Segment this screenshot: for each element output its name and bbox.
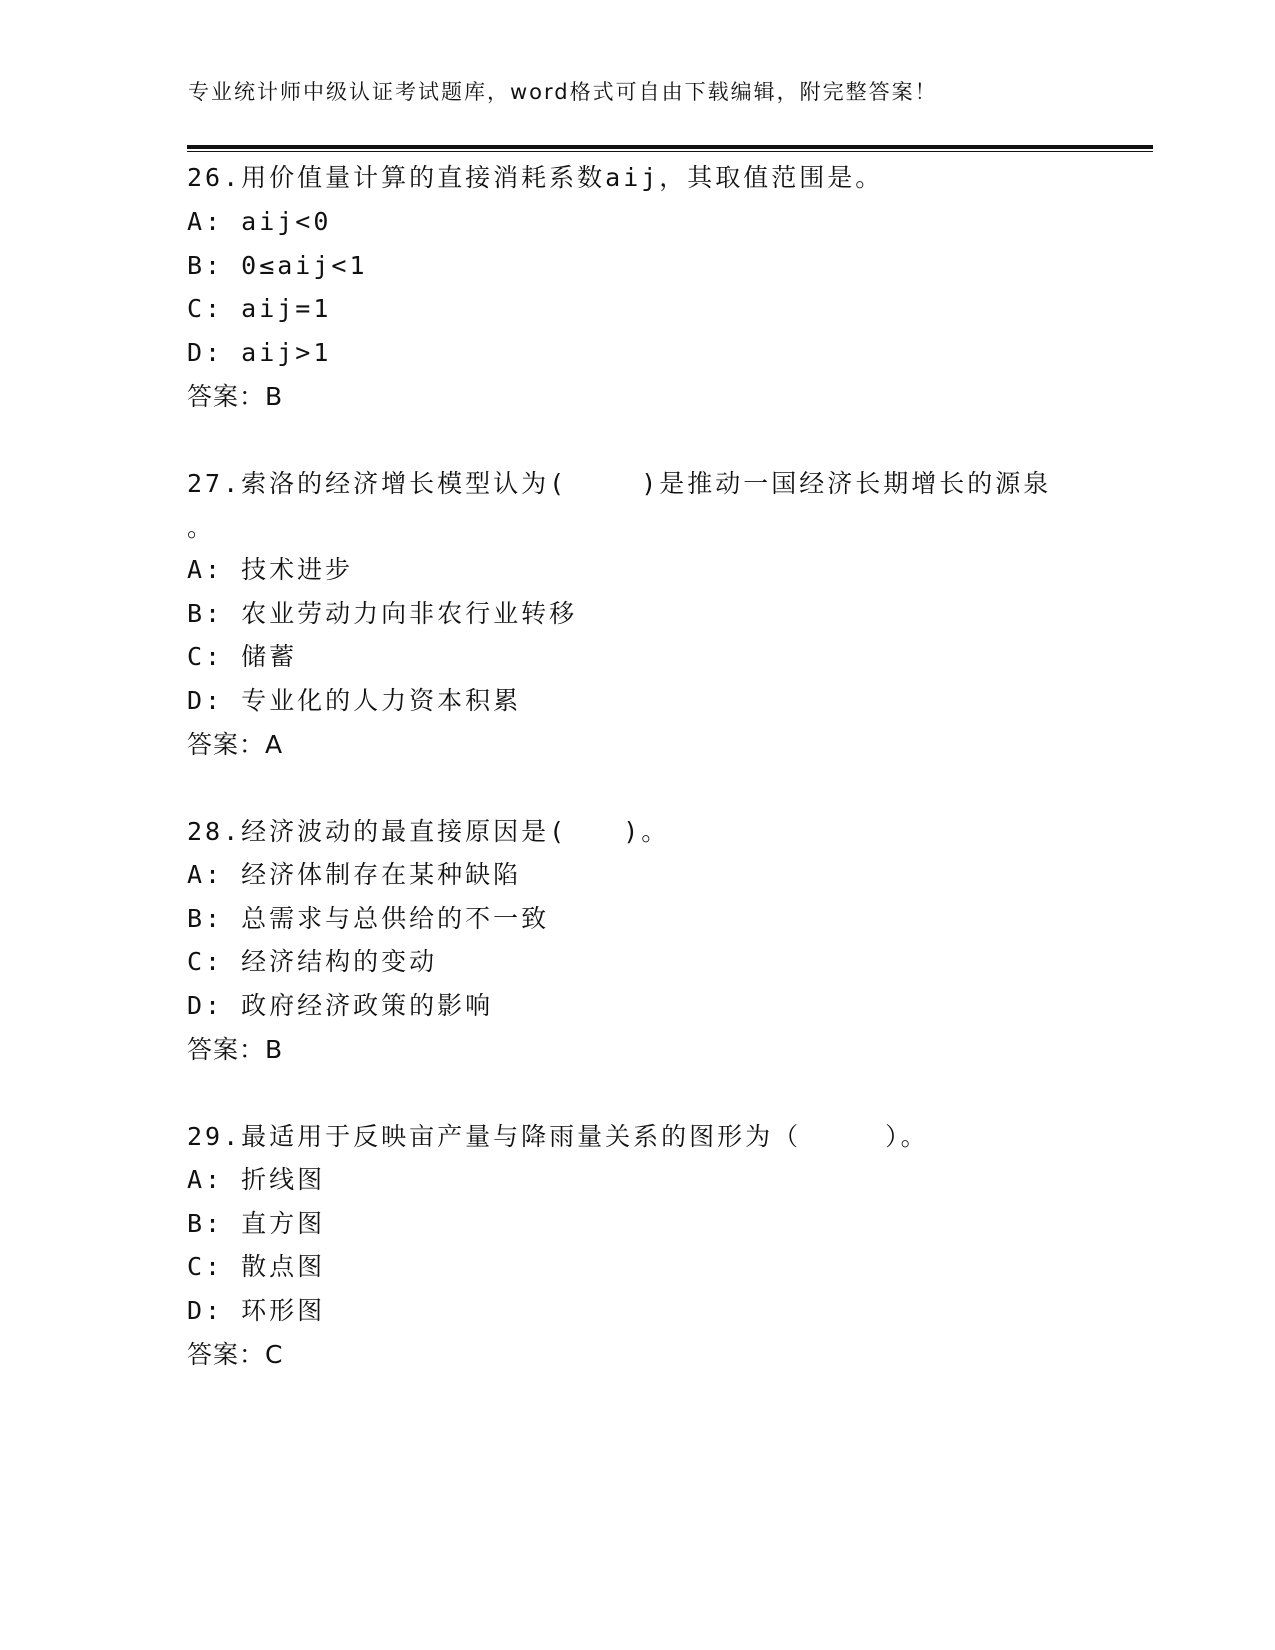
question-27-option-c: C: 储蓄 <box>187 642 298 671</box>
question-26-option-c: C: aij=1 <box>187 294 332 323</box>
question-29-option-a: A: 折线图 <box>187 1165 326 1194</box>
question-27-stem: 27.索洛的经济增长模型认为( )是推动一国经济长期增长的源泉 <box>187 469 1052 498</box>
question-26-option-a: A: aij<0 <box>187 207 332 236</box>
question-28-option-d: D: 政府经济政策的影响 <box>187 991 494 1020</box>
header-rule-thick <box>187 145 1153 149</box>
question-29-option-b: B: 直方图 <box>187 1209 326 1238</box>
question-27-option-d: D: 专业化的人力资本积累 <box>187 686 522 715</box>
question-27-answer: 答案：A <box>187 730 284 759</box>
question-29-option-c: C: 散点图 <box>187 1252 326 1281</box>
question-27-option-b: B: 农业劳动力向非农行业转移 <box>187 599 578 628</box>
question-29-stem: 29.最适用于反映亩产量与降雨量关系的图形为（ ）。 <box>187 1122 929 1151</box>
question-28-option-b: B: 总需求与总供给的不一致 <box>187 904 550 933</box>
page-header: 专业统计师中级认证考试题库，word格式可自由下载编辑，附完整答案！ <box>188 80 938 104</box>
question-28-option-a: A: 经济体制存在某种缺陷 <box>187 860 522 889</box>
question-28-stem: 28.经济波动的最直接原因是( )。 <box>187 817 670 846</box>
question-26-option-d: D: aij>1 <box>187 338 332 367</box>
question-28-option-c: C: 经济结构的变动 <box>187 947 438 976</box>
question-26-option-b: B: 0≤aij<1 <box>187 251 368 280</box>
question-28-answer: 答案：B <box>187 1035 284 1064</box>
question-29-option-d: D: 环形图 <box>187 1296 326 1325</box>
question-26-answer: 答案：B <box>187 382 284 411</box>
question-27-stem-continuation: 。 <box>187 513 216 542</box>
header-rule-thin <box>187 151 1153 152</box>
question-27-option-a: A: 技术进步 <box>187 555 354 584</box>
question-29-answer: 答案：C <box>187 1340 284 1369</box>
question-26-stem: 26.用价值量计算的直接消耗系数aij，其取值范围是。 <box>187 163 884 192</box>
